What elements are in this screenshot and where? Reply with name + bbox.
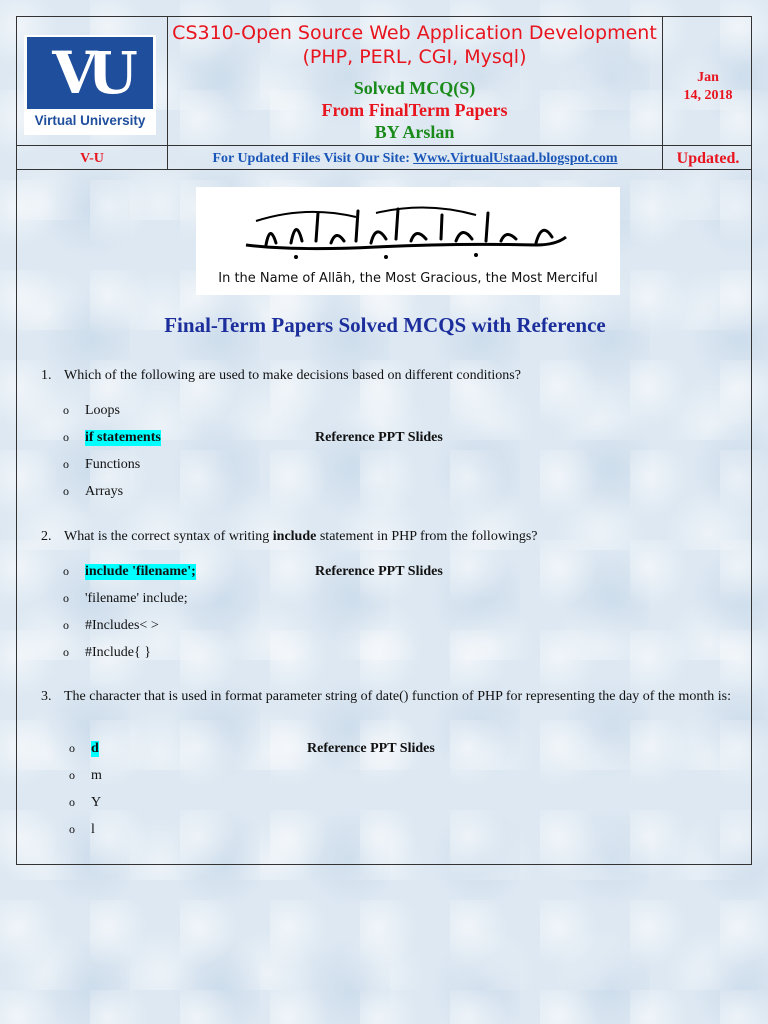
question-number: 1. [41,368,52,383]
course-title: CS310-Open Source Web Application Development (PHP, PERL, CGI, Mysql) [172,22,657,68]
option-label-highlighted: if statements [85,430,161,445]
date [663,69,753,105]
vu-logo-name: Virtual University [34,113,146,128]
subtitle-solved: Solved MCQ(S) [353,78,476,98]
date-day-year: 14, 2018 [683,88,733,103]
vu-label: V-U [80,151,104,166]
bullet: o [63,457,69,471]
option-label: m [91,768,102,783]
option-label: l [91,822,95,837]
question-text [64,527,741,546]
vu-logo [24,35,156,135]
option-label: #Include{ } [85,645,151,660]
bullet: o [63,430,69,444]
option-label: 'filename' include; [85,591,188,606]
option-label: #Includes< > [85,618,159,633]
option-label-highlighted: d [91,741,99,756]
bullet: o [69,741,75,755]
author: BY Arslan [374,122,455,142]
updated-label: Updated. [676,150,740,167]
bullet: o [69,822,75,836]
bismillah-caption: In the Name of Allāh, the Most Gracious, the Most Merciful [218,271,598,286]
vu-logo-mark [27,37,153,109]
page-heading: Final-Term Papers Solved MCQS with Reference [164,313,606,337]
subtitle-from: From FinalTerm Papers [321,100,508,120]
reference-3: Reference PPT Slides [307,741,435,756]
vu-logo-letters: VU [52,39,128,107]
option-label: Functions [85,457,141,472]
date-month: Jan [697,70,719,85]
bullet: o [63,484,69,498]
bullet: o [63,645,69,659]
question-3 [41,687,741,706]
option-label-highlighted: include 'filename'; [85,564,196,579]
question-number: 3. [41,689,52,704]
question-text: Which of the following are used to make decisions based on different conditions? [64,368,521,383]
question-1 [41,366,741,385]
reference-2: Reference PPT Slides [315,564,443,579]
question-number: 2. [41,529,52,544]
bullet: o [63,564,69,578]
reference-1: Reference PPT Slides [315,430,443,445]
option-label: Loops [85,403,120,418]
question-2 [41,527,741,546]
bismillah-calligraphy [236,193,580,271]
visit-prefix: For Updated Files Visit Our Site: [212,151,410,166]
bullet: o [63,591,69,605]
question-text-part: statement in PHP from the followings? [316,529,538,544]
header-divider [17,145,751,146]
bismillah-banner [196,187,620,295]
option-label: Y [91,795,102,810]
option-label: Arrays [85,484,124,499]
bullet: o [63,403,69,417]
site-link[interactable]: Www.VirtualUstaad.blogspot.com [413,151,618,166]
visit-site-line [167,147,663,171]
question-text-part: What is the correct syntax of writing [64,529,273,544]
question-text: The character that is used in format parameter string of date() function of PHP for representing the day of the month is: [64,689,731,704]
bullet: o [69,795,75,809]
bullet: o [63,618,69,632]
bullet: o [69,768,75,782]
document-frame [16,16,752,865]
title-block [167,21,662,143]
question-text-bold: include [272,529,317,544]
